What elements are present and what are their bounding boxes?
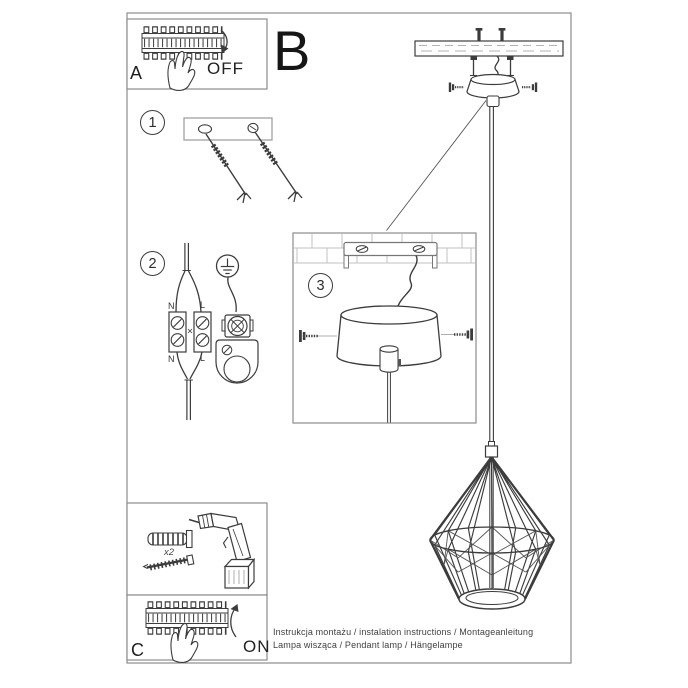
terminal-block	[169, 312, 211, 352]
section-b-label: B	[273, 19, 311, 82]
terminal-label-l-bottom: L	[200, 353, 206, 363]
terminal-label-n-bottom: N	[168, 354, 175, 364]
panel-a-label: A	[130, 63, 143, 83]
side-screw	[522, 83, 537, 93]
cord-connector	[486, 442, 498, 458]
mounting-screws	[476, 28, 506, 41]
bottom-rim	[459, 589, 525, 609]
ground-symbol-icon	[217, 255, 239, 277]
panel-c-label: C	[131, 640, 144, 660]
leader-line	[387, 101, 487, 231]
canopy	[467, 75, 519, 99]
step1-number: 1	[140, 110, 165, 135]
strain-relief	[487, 96, 499, 107]
ceiling-beam	[415, 41, 563, 56]
ground-clamp	[216, 340, 258, 383]
step3-number: 3	[308, 273, 333, 298]
side-screw	[449, 83, 464, 93]
terminal-label-n-top: N	[168, 301, 175, 311]
expansion-screw	[255, 132, 302, 202]
plug-quantity-label: x2	[164, 547, 175, 558]
lamp-cable	[177, 352, 202, 420]
step3-detail-box	[293, 233, 476, 423]
panel-a-state: OFF	[207, 59, 244, 78]
ground-terminal	[222, 315, 253, 337]
footer-line-2: Lampa wisząca / Pendant lamp / Hängelampe	[273, 640, 463, 650]
step2-illustration	[169, 243, 258, 420]
expansion-screw	[206, 134, 251, 203]
supply-cable	[176, 243, 201, 312]
box-a	[127, 19, 267, 90]
terminal-label-l-top: L	[200, 300, 206, 310]
hanger-bracket	[470, 56, 514, 76]
cage-shade	[430, 442, 554, 610]
pendant-cord	[490, 107, 494, 447]
step2-number: 2	[140, 251, 165, 276]
strain-relief	[380, 346, 401, 372]
panel-c-state: ON	[243, 637, 271, 656]
footer-line-1: Instrukcja montażu / instalation instructions / Montageanleitung	[273, 627, 534, 637]
step1-illustration	[184, 118, 302, 203]
ground-wire	[228, 278, 236, 313]
tools-box	[127, 503, 267, 595]
